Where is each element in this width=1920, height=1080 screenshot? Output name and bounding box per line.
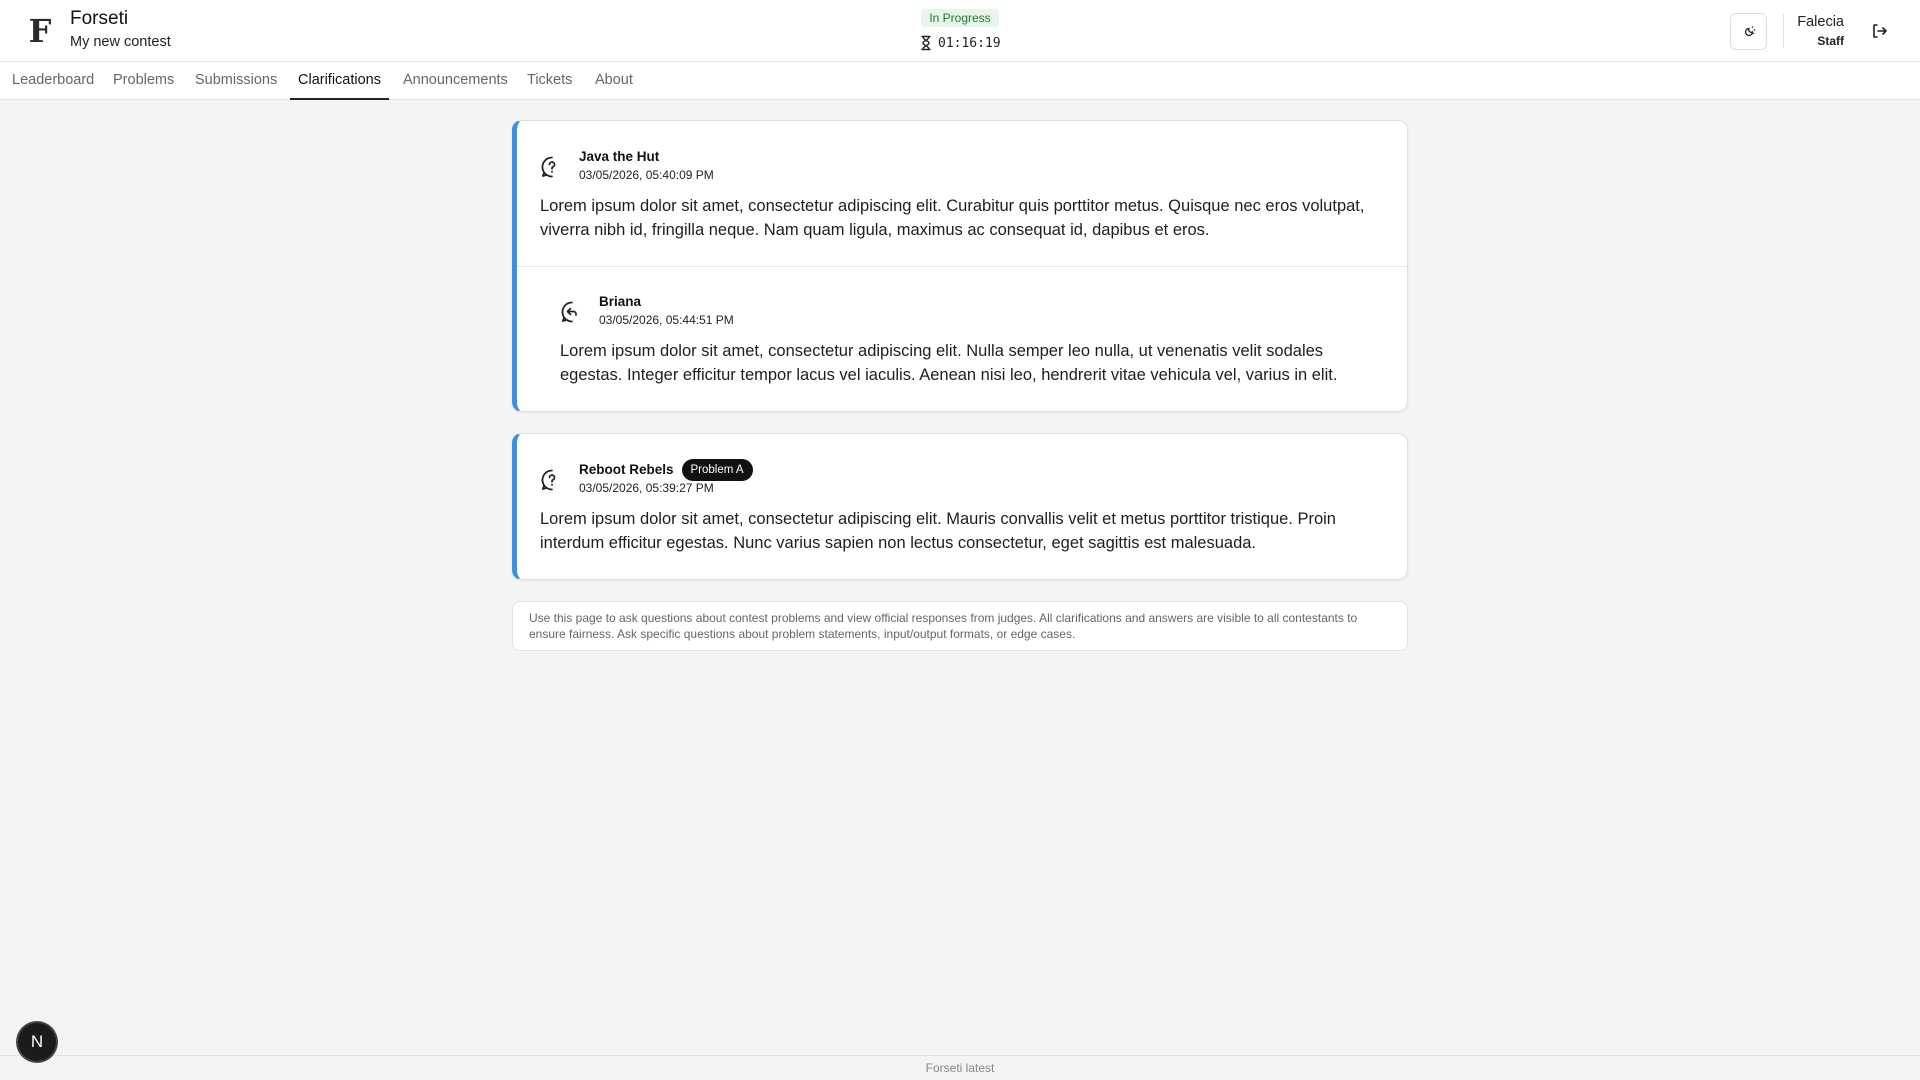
dev-tools-button[interactable]: N xyxy=(18,1023,56,1061)
logout-icon xyxy=(1870,22,1888,40)
status-wrap xyxy=(920,9,1000,27)
entry-meta xyxy=(599,292,734,327)
question-text: Lorem ipsum dolor sit amet, consectetur adipiscing elit. Mauris convallis velit et metus porttitor tristique. Proin interdum efficitur egestas. Nunc varius sapien non lectus consectetur, eget sagittis est malesuada. xyxy=(540,510,1336,552)
contest-timer xyxy=(918,34,1001,52)
tab-clarifications[interactable]: Clarifications xyxy=(290,62,389,100)
clarification-question xyxy=(517,434,1407,579)
author-name: Reboot Rebels xyxy=(579,462,674,477)
question-bubble-icon xyxy=(540,468,564,492)
tab-leaderboard[interactable]: Leaderboard xyxy=(12,72,95,88)
top-bar xyxy=(0,0,1920,62)
app-title: Forseti xyxy=(70,8,129,29)
timestamp: 03/05/2026, 05:44:51 PM xyxy=(599,313,734,327)
forseti-logo[interactable]: F xyxy=(28,12,52,50)
entry-meta xyxy=(579,460,753,495)
footer: Forseti latest xyxy=(0,1055,1920,1080)
status-badge: In Progress xyxy=(921,9,998,27)
question-text: Lorem ipsum dolor sit amet, consectetur adipiscing elit. Curabitur quis porttitor metus. Quisque nec eros volutpat, viverra nibh id, fringilla neque. Nam quam ligula, maximus ac consequat id, dapibus et eros. xyxy=(540,197,1365,239)
user-role: Staff xyxy=(1817,34,1844,48)
info-box: Use this page to ask questions about contest problems and view official responses from judges. All clarifications and answers are visible to all contestants to ensure fairness. Ask specific questions about problem statements, input/output formats, or edge cases. xyxy=(512,601,1408,651)
entry-head xyxy=(560,292,1383,327)
tab-about[interactable]: About xyxy=(595,72,633,88)
tab-problems[interactable]: Problems xyxy=(113,72,175,88)
author-line xyxy=(579,147,714,166)
header-divider xyxy=(1783,14,1784,48)
theme-toggle-button[interactable] xyxy=(1730,13,1767,50)
clarification-card xyxy=(512,433,1408,580)
tab-tickets[interactable]: Tickets xyxy=(527,72,573,88)
author-name: Java the Hut xyxy=(579,149,660,164)
entry-meta xyxy=(579,147,714,182)
entry-head xyxy=(540,460,1383,495)
author-name: Briana xyxy=(599,294,642,309)
clarification-card xyxy=(512,120,1408,412)
tab-announcements[interactable]: Announcements xyxy=(403,72,508,88)
reply-bubble-icon xyxy=(560,300,584,324)
timestamp: 03/05/2026, 05:39:27 PM xyxy=(579,481,714,495)
timer-text: 01:16:19 xyxy=(938,35,1001,51)
entry-head xyxy=(540,147,1383,182)
problem-badge[interactable]: Problem A xyxy=(682,459,753,481)
clarification-question xyxy=(517,121,1407,266)
question-bubble-icon xyxy=(540,155,564,179)
timestamp: 03/05/2026, 05:40:09 PM xyxy=(579,168,714,182)
contest-name: My new contest xyxy=(70,34,171,50)
user-name: Falecia xyxy=(1797,14,1844,30)
tab-submissions[interactable]: Submissions xyxy=(195,72,278,88)
author-line xyxy=(579,460,753,479)
theme-toggle-icon xyxy=(1741,24,1757,40)
author-line xyxy=(599,292,734,311)
nav-tabs xyxy=(0,62,1920,100)
clarification-answer xyxy=(517,266,1407,411)
hourglass-icon xyxy=(918,35,934,51)
clarifications-list xyxy=(512,120,1408,651)
logout-button[interactable] xyxy=(1866,18,1892,44)
answer-text: Lorem ipsum dolor sit amet, consectetur adipiscing elit. Nulla semper leo nulla, ut venenatis velit sodales egestas. Integer efficitur tempor lacus vel iaculis. Aenean nisi leo, hendrerit vitae vehicula vel, varius in elit. xyxy=(560,342,1338,384)
